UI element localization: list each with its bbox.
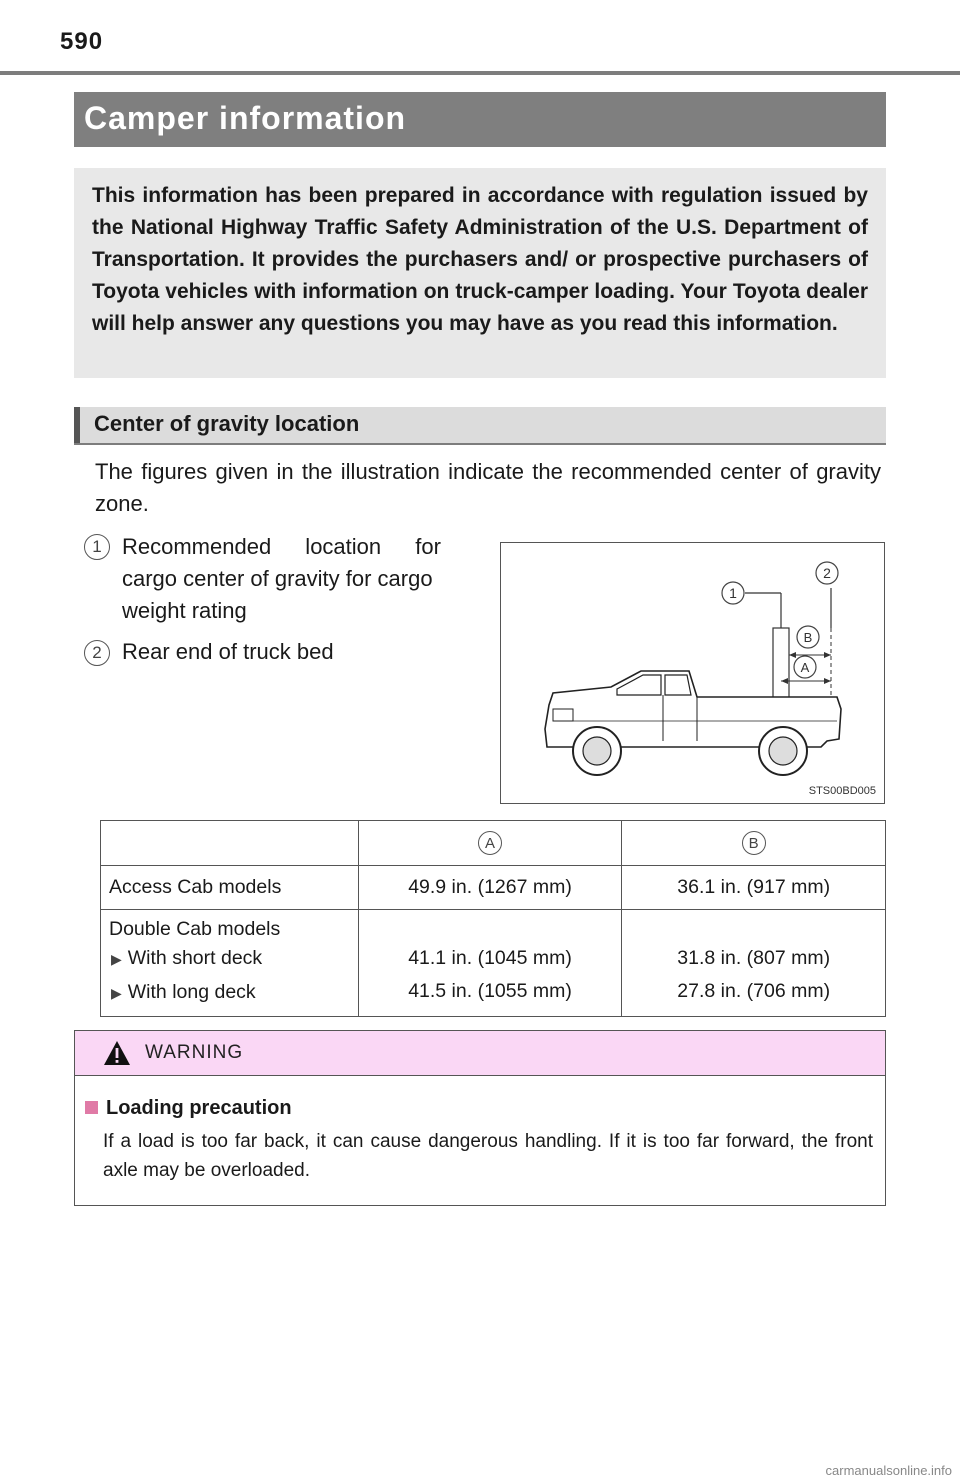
row-values-b — [622, 910, 886, 1017]
item-1-text — [122, 531, 478, 627]
truck-diagram — [501, 543, 883, 802]
row-model: Double Cab models — [109, 918, 281, 940]
callout-b: B — [803, 630, 813, 645]
header-a-label: A — [478, 831, 502, 855]
sub-row-label: ▶ With short deck — [111, 947, 263, 969]
cg-column — [773, 628, 789, 708]
sub-row-value-a: 41.1 in. (1045 mm) — [408, 947, 572, 969]
warning-header — [75, 1031, 885, 1076]
sub-row-label: ▶ With long deck — [111, 981, 256, 1003]
truck-illustration — [500, 542, 885, 804]
table-row — [101, 910, 886, 1017]
row-value-a: 49.9 in. (1267 mm) — [358, 866, 622, 910]
sub-row-value-a: 41.5 in. (1055 mm) — [408, 980, 572, 1002]
section-heading — [74, 407, 886, 445]
row-model: Access Cab models — [101, 866, 359, 910]
triangle-bullet-icon: ▶ — [111, 951, 122, 967]
table-header-row — [101, 821, 886, 866]
item-1-line-1: Recommended location for — [122, 534, 441, 559]
sub-row-value-b: 31.8 in. (807 mm) — [677, 947, 831, 969]
item-1-line-3: weight rating — [122, 598, 247, 623]
row-model-group — [101, 910, 359, 1017]
page-title: Camper information — [74, 92, 886, 147]
intro-text: This information has been prepared in accordance with regulation issued by the National Highway Traffic Safety Administration of the U.S. Department of Transportation. It provides the purchasers and/ or prospective purchasers of Toyota vehicles with information on truck-camper loading. Your Toyota dealer will help answer any questions you may have as you read this information. — [92, 184, 868, 335]
warning-triangle-icon — [103, 1040, 131, 1066]
sub-row-value-b: 27.8 in. (706 mm) — [677, 980, 831, 1002]
section-text: The figures given in the illustration indicate the recommended center of gravity zone. — [95, 459, 881, 516]
header-rule — [0, 71, 960, 75]
triangle-bullet-icon: ▶ — [111, 985, 122, 1001]
row-values-a — [358, 910, 622, 1017]
callout-a: A — [800, 660, 810, 675]
callout-1: 1 — [729, 585, 737, 601]
header-b-label: B — [742, 831, 766, 855]
figure-code: STS00BD005 — [808, 785, 876, 797]
square-bullet-icon — [85, 1101, 98, 1114]
watermark: carmanualsonline.info — [825, 1463, 952, 1478]
item-number-badge: 2 — [84, 640, 110, 666]
table-row — [101, 866, 886, 910]
dimensions-table — [100, 820, 886, 1017]
item-2-text: Rear end of truck bed — [122, 639, 334, 664]
item-number-badge: 1 — [84, 534, 110, 560]
page-number: 590 — [60, 28, 104, 55]
intro-box — [74, 168, 886, 378]
warning-subtitle: Loading precaution — [85, 1097, 292, 1120]
warning-body: If a load is too far back, it can cause dangerous handling. If it is too far forward, the front axle may be overloaded. — [103, 1131, 873, 1181]
warning-label: WARNING — [145, 1042, 244, 1063]
section-title: Center of gravity location — [94, 411, 360, 436]
header-b — [622, 821, 886, 866]
warning-box — [74, 1030, 886, 1206]
row-value-b: 36.1 in. (917 mm) — [622, 866, 886, 910]
item-1-line-2: cargo center of gravity for cargo — [122, 566, 433, 591]
header-a — [358, 821, 622, 866]
callout-2: 2 — [823, 565, 831, 581]
header-empty — [101, 821, 359, 866]
